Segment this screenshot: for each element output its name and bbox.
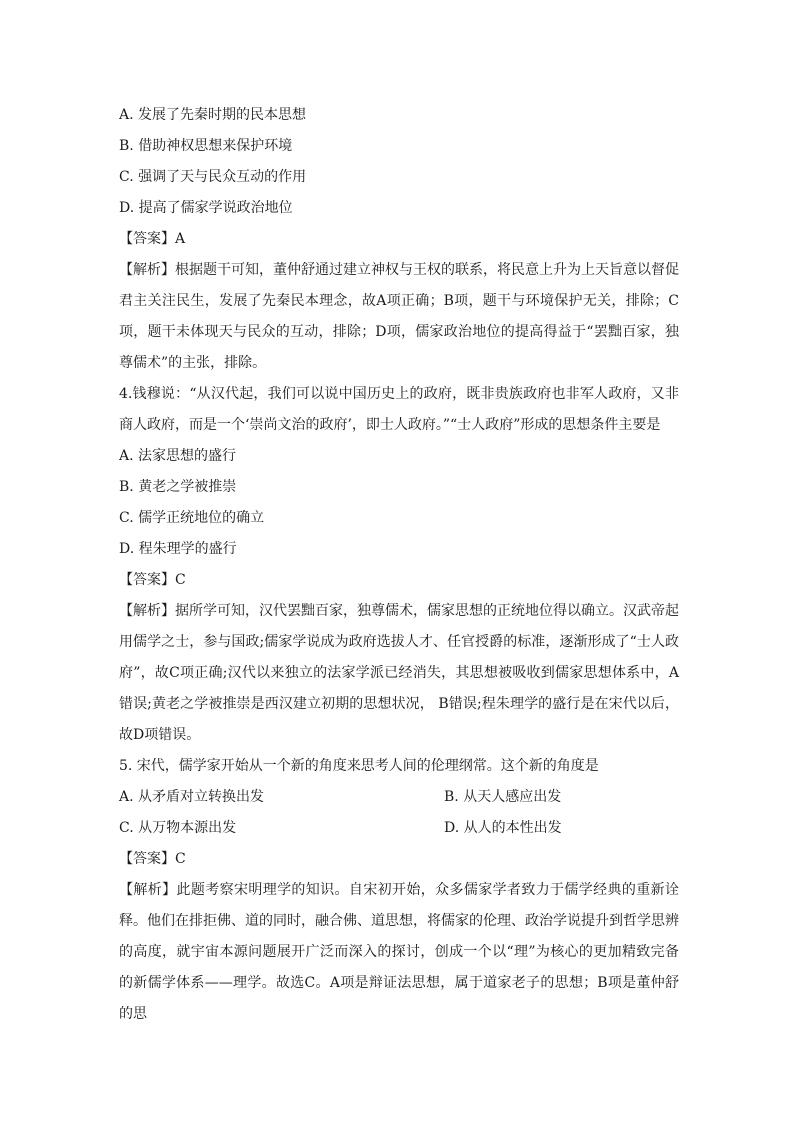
q3-analysis-text: 根据题干可知，董仲舒通过建立神权与王权的联系，将民意上升为上天旨意以督促君主关注民生，发展了先秦民本理念，故A项正确；B项，题干与环境保护无关，排除；C项，题干未体现天与民众的互动，排除；D项，儒家政治地位的提高得益于“罢黜百家，独尊儒术”的主张，排除。 [119, 262, 679, 371]
q4-stem: 4.钱穆说：“从汉代起，我们可以说中国历史上的政府，既非贵族政府也非军人政府，又非商人政府，而是一个‘崇尚文治的政府’，即士人政府。”“士人政府”形成的思想条件主要是 [119, 386, 679, 433]
q3-answer-value: A [175, 231, 186, 247]
exam-page [119, 100, 679, 1030]
q3-answer-label: 【答案】 [119, 231, 175, 247]
q4-answer-label: 【答案】 [119, 572, 175, 588]
q5-stem: 5. 宋代，儒学家开始从一个新的角度来思考人间的伦理纲常。这个新的角度是 [119, 758, 599, 774]
q4-answer [119, 565, 679, 596]
q4-analysis-label: 【解析】 [119, 603, 175, 619]
q4-analysis [119, 596, 679, 751]
q5-option-d: D. 从人的本性出发 [444, 820, 562, 836]
q3-analysis [119, 255, 679, 379]
q5-analysis-text: 此题考察宋明理学的知识。自宋初开始，众多儒家学者致力于儒学经典的重新诠释。他们在排拒佛、道的同时，融合佛、道思想，将儒家的伦理、政治学说提升到哲学思辨的高度，就宇宙本源问题展开广泛而深入的探讨，创成一个以“理”为核心的更加精致完备的新儒学体系——理学。故选C。A项是辩证法思想，属于道家老子的思想；B项是董仲舒的思 [119, 882, 680, 1022]
q3-option-a: A. 发展了先秦时期的民本思想 [119, 107, 307, 123]
q3-analysis-label: 【解析】 [119, 262, 175, 278]
q4-option-b: B. 黄老之学被推崇 [119, 479, 237, 495]
q5-option-c: C. 从万物本源出发 [119, 820, 237, 836]
q5-answer-value: C [175, 851, 186, 867]
q5-options-row-1 [119, 782, 679, 813]
q4-option-d: D. 程朱理学的盛行 [119, 541, 237, 557]
q4-analysis-text: 据所学可知，汉代罢黜百家，独尊儒术，儒家思想的正统地位得以确立。汉武帝起用儒学之士，参与国政;儒家学说成为政府选拔人才、任官授爵的标准，逐渐形成了“士人政府”，故C项正确;汉代以来独立的法家学派已经消失，其思想被吸收到儒家思想体系中，A错误;黄老之学被推崇是西汉建立初期的思想状况， B错误;程朱理学的盛行是在宋代以后，故D项错误。 [119, 603, 679, 743]
q3-option-b: B. 借助神权思想来保护环境 [119, 138, 293, 154]
q5-analysis [119, 875, 679, 1030]
q4-answer-value: C [175, 572, 186, 588]
q5-analysis-label: 【解析】 [119, 882, 177, 898]
q4-option-c: C. 儒学正统地位的确立 [119, 510, 265, 526]
q4-option-a: A. 法家思想的盛行 [119, 448, 237, 464]
q5-answer [119, 844, 679, 875]
q5-option-a: A. 从矛盾对立转换出发 [119, 789, 265, 805]
q5-answer-label: 【答案】 [119, 851, 175, 867]
q3-answer [119, 224, 679, 255]
q5-options-row-2 [119, 813, 679, 844]
q5-option-b: B. 从天人感应出发 [444, 789, 562, 805]
q3-option-c: C. 强调了天与民众互动的作用 [119, 169, 307, 185]
q3-option-d: D. 提高了儒家学说政治地位 [119, 200, 293, 216]
